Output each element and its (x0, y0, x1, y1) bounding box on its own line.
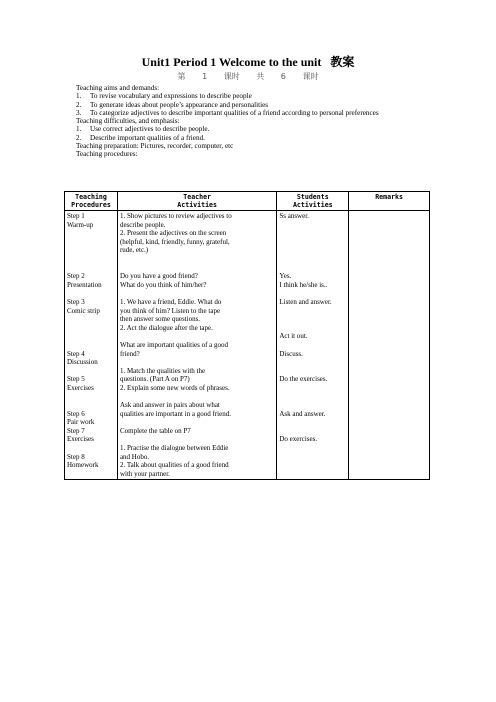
difficulties-item: 1. Use correct adjectives to describe people. (76, 125, 210, 134)
step-line (67, 246, 115, 255)
students-line: Ask and answer. (279, 409, 326, 418)
step-line (67, 444, 115, 453)
step-line: Warm-up (67, 220, 94, 229)
step-line (67, 255, 115, 264)
teacher-line: Do you have a good friend? (119, 272, 198, 281)
step-line (67, 324, 115, 333)
step-line (67, 341, 115, 350)
students-line (279, 367, 346, 376)
title-cn: 教案 (330, 55, 355, 69)
teacher-line: 1. Show pictures to review adjectives to (119, 212, 232, 220)
teacher-line: you think of him? Listen to the tape (119, 306, 221, 315)
remarks-cell (349, 211, 430, 480)
difficulties-item: 2. Describe important qualities of a friend. (76, 133, 205, 142)
students-line (279, 255, 346, 264)
step-line: Exercises (67, 383, 94, 392)
students-line (279, 264, 346, 273)
procedures-table (64, 191, 430, 480)
teacher-line: What are important qualities of a good (119, 340, 229, 349)
difficulties-list (76, 125, 424, 142)
teacher-line: questions. (Part A on P7) (119, 375, 190, 384)
teacher-line: 1. We have a friend, Eddie. What do (119, 297, 222, 306)
students-line: Discuss. (279, 349, 303, 358)
teacher-line (120, 289, 274, 298)
aims-item: 1. To revise vocabulary and expressions to describe people (76, 92, 252, 101)
students-line (279, 289, 346, 298)
difficulties-heading: Teaching difficulties, and emphasis: (76, 117, 180, 126)
step-line (67, 264, 115, 273)
step-line: Step 4 (67, 349, 85, 358)
aims-item: 3. To categorize adjectives to describe important qualities of a friend according to personal preferences (76, 108, 379, 117)
aims-heading: Teaching aims and demands: (76, 84, 160, 92)
step-line: Step 8 (67, 452, 85, 461)
step-line (67, 315, 115, 324)
teacher-line: 1. Match the qualities with the (119, 366, 206, 375)
students-line: I think he/she is.. (279, 280, 328, 289)
teacher-line: 1. Practise the dialogue between Eddie (119, 444, 229, 453)
students-line (279, 401, 346, 410)
students-line (279, 358, 346, 367)
step-line: Presentation (67, 280, 102, 289)
teacher-line: 2. Talk about qualities of a good friend (119, 461, 229, 470)
students-line: Do exercises. (279, 435, 318, 444)
step-line (67, 229, 115, 238)
table-header-row (65, 192, 430, 211)
students-line: Act it out. (279, 332, 308, 341)
aims-item: 2. To generate ideas about people’s appearance and personalities (76, 100, 269, 109)
teacher-cell (117, 211, 276, 480)
aims-list (76, 92, 424, 117)
step-line: Step 1 (67, 212, 85, 220)
students-line (279, 470, 346, 479)
teacher-line: 2. Explain some new words of phrases. (119, 383, 230, 392)
teacher-line: Complete the table on P7 (119, 426, 191, 435)
step-line (67, 392, 115, 401)
step-line (67, 289, 115, 298)
teacher-line: then answer some questions. (119, 315, 201, 324)
teacher-line (120, 358, 274, 367)
teacher-line (120, 255, 274, 264)
header-procedures: Teaching Procedures (65, 192, 118, 211)
students-line (279, 238, 346, 247)
students-line (279, 444, 346, 453)
students-line: Listen and answer. (279, 297, 332, 306)
step-line (67, 238, 115, 247)
lesson-number: 第 1 课时 (177, 72, 240, 81)
page-title (0, 53, 496, 70)
students-line (279, 427, 346, 436)
table-row (65, 211, 430, 480)
header-remarks: Remarks (349, 192, 430, 211)
teacher-line: with your partner. (119, 469, 170, 478)
students-cell (277, 211, 349, 480)
students-line (279, 315, 346, 324)
teacher-line (120, 332, 274, 341)
teacher-line (120, 392, 274, 401)
students-line: Ss answer. (279, 212, 309, 220)
students-line (279, 461, 346, 470)
step-line (67, 332, 115, 341)
teacher-line: 2. Act the dialogue after the tape. (119, 323, 213, 332)
students-line (279, 324, 346, 333)
teacher-line (120, 418, 274, 427)
step-line: Step 5 (67, 375, 85, 384)
teacher-line: qualities are important in a good friend. (119, 409, 231, 418)
step-line: Step 6 (67, 409, 85, 418)
students-line (279, 221, 346, 230)
step-line: Step 3 (67, 297, 85, 306)
step-line: Homework (67, 461, 99, 470)
students-line (279, 392, 346, 401)
subtitle (0, 71, 496, 82)
teacher-line: describe people. (119, 220, 166, 229)
teacher-line (120, 435, 274, 444)
students-line (279, 453, 346, 462)
students-line: Yes. (279, 272, 292, 281)
step-line: Exercises (67, 435, 94, 444)
students-line (279, 341, 346, 350)
step-line: Step 2 (67, 272, 85, 281)
procedures-heading: Teaching procedures: (76, 150, 138, 159)
students-line (279, 307, 346, 316)
students-line: Do the exercises. (279, 375, 328, 384)
teacher-line: What do you think of him/her? (119, 280, 207, 289)
teacher-line (120, 264, 274, 273)
step-line: Pair work (67, 418, 95, 427)
students-line (279, 229, 346, 238)
title-text: Unit1 Period 1 Welcome to the unit (141, 55, 322, 69)
students-line (279, 384, 346, 393)
step-line (67, 367, 115, 376)
header-teacher: Teacher Activities (117, 192, 276, 211)
preparation-line: Teaching preparation: Pictures, recorder, computer, etc (76, 142, 234, 151)
step-line: Discussion (67, 358, 98, 367)
students-line (279, 418, 346, 427)
teacher-line: (helpful, kind, friendly, funny, grateful, (119, 237, 230, 246)
step-line (67, 401, 115, 410)
step-line: Step 7 (67, 426, 85, 435)
lesson-total: 共 6 课时 (256, 72, 319, 81)
teacher-line: Ask and answer in pairs about what (119, 401, 220, 410)
teacher-line: and Hobo. (119, 452, 150, 461)
lesson-plan-body (76, 84, 424, 159)
teacher-line: 2. Present the adjectives on the screen (119, 229, 227, 238)
teacher-line: friend? (119, 349, 140, 358)
teacher-line: rude, etc.) (119, 246, 149, 255)
students-line (279, 246, 346, 255)
header-students: Students Activities (277, 192, 349, 211)
steps-cell (65, 211, 118, 480)
step-line: Comic strip (67, 306, 100, 315)
